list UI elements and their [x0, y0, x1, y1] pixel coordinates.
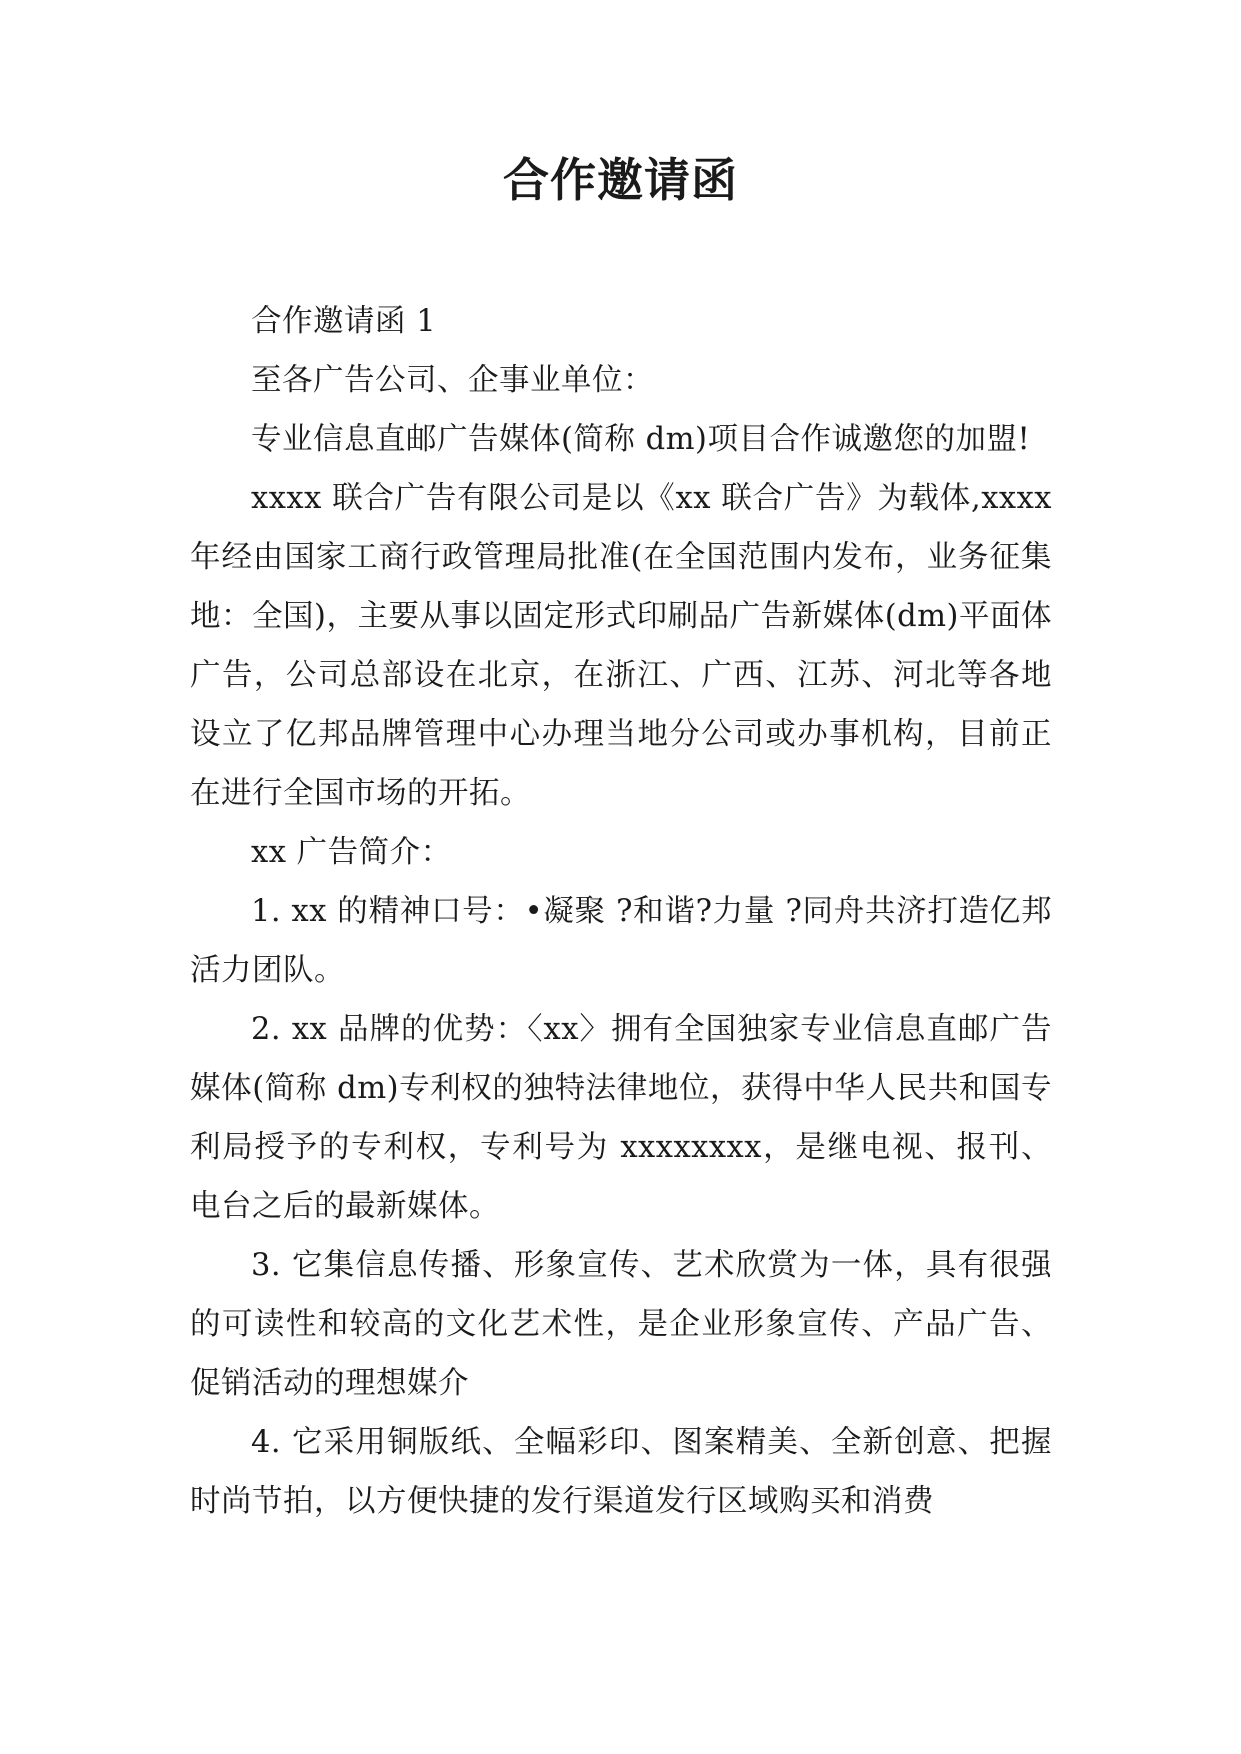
list-item-1: 1. xx 的精神口号：•凝聚 ?和谐?力量 ?同舟共济打造亿邦活力团队。: [190, 894, 1052, 988]
document-title: 合作邀请函: [503, 153, 738, 207]
list-item-4: 4. 它采用铜版纸、全幅彩印、图案精美、全新创意、把握时尚节拍，以方便快捷的发行渠道发行区域购买和消费: [190, 1425, 1052, 1519]
paragraph-heading: 合作邀请函 1: [251, 304, 437, 339]
paragraph-invitation: 专业信息直邮广告媒体(简称 dm)项目合作诚邀您的加盟!: [251, 422, 1031, 457]
paragraph-salutation: 至各广告公司、企事业单位：: [251, 363, 654, 398]
list-item-3: 3. 它集信息传播、形象宣传、艺术欣赏为一体，具有很强的可读性和较高的文化艺术性，是企业形象宣传、产品广告、促销活动的理想媒介: [190, 1248, 1052, 1401]
document-body: [190, 292, 1052, 1531]
paragraph-section-heading: xx 广告简介：: [251, 835, 452, 870]
list-item-2: 2. xx 品牌的优势：〈xx〉拥有全国独家专业信息直邮广告媒体(简称 dm)专利权的独特法律地位，获得中华人民共和国专利局授予的专利权，专利号为 xxxxxxxx，是继电视、报刊、电台之后的最新媒体。: [190, 1012, 1052, 1224]
paragraph-company-intro: xxxx 联合广告有限公司是以《xx 联合广告》为载体,xxxx 年经由国家工商行政管理局批准(在全国范围内发布，业务征集地：全国)，主要从事以固定形式印刷品广告新媒体(dm)平面体广告，公司总部设在北京，在浙江、广西、江苏、河北等各地设立了亿邦品牌管理中心办理当地分公司或办事机构，目前正在进行全国市场的开拓。: [190, 481, 1052, 811]
